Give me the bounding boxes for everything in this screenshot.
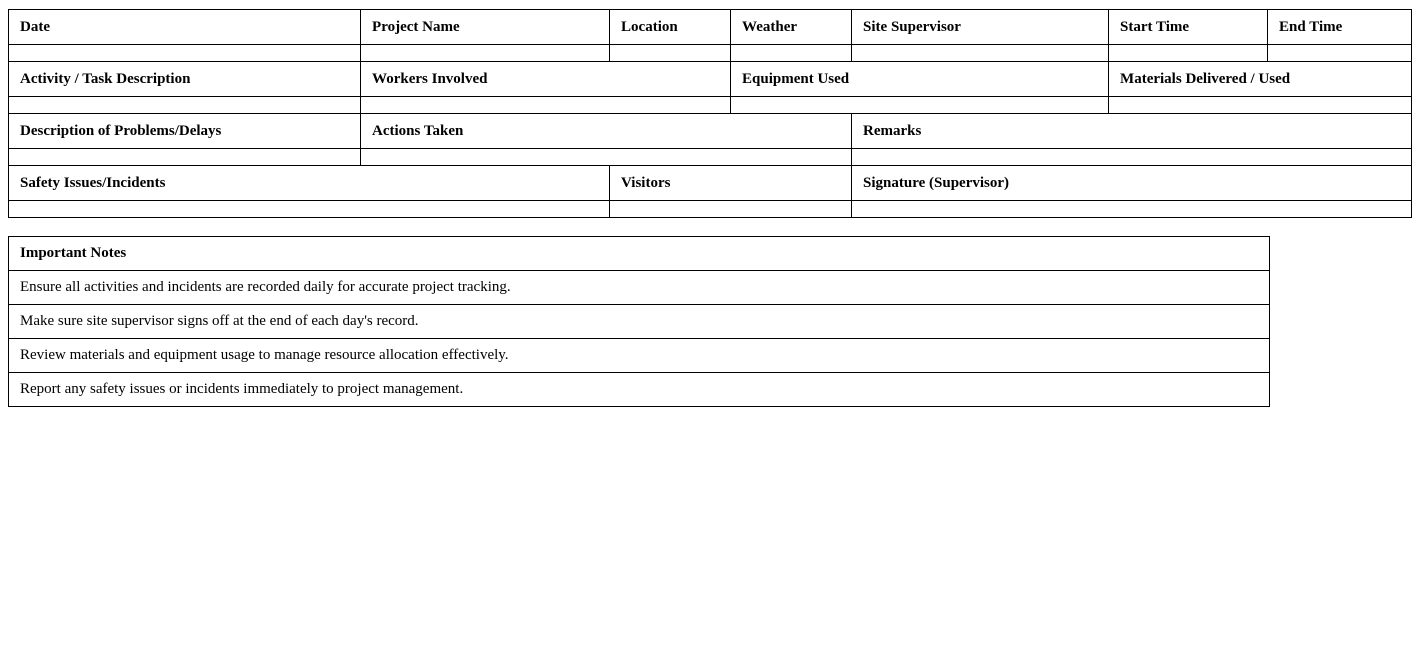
log-row-2-entries: [9, 97, 1412, 114]
note-row: [9, 339, 1270, 373]
field-input-date[interactable]: [9, 45, 361, 62]
field-input-remarks[interactable]: [852, 149, 1412, 166]
field-input-end-time[interactable]: [1268, 45, 1412, 62]
note-row: [9, 373, 1270, 407]
notes-heading: Important Notes: [9, 237, 1270, 271]
field-input-location[interactable]: [610, 45, 731, 62]
field-input-activity-task-description[interactable]: [9, 97, 361, 114]
field-input-site-supervisor[interactable]: [852, 45, 1109, 62]
field-label-site-supervisor: Site Supervisor: [852, 10, 1109, 45]
field-label-weather: Weather: [731, 10, 852, 45]
field-input-equipment-used[interactable]: [731, 97, 1109, 114]
field-label-actions-taken: Actions Taken: [361, 114, 852, 149]
log-row-1-entries: [9, 45, 1412, 62]
field-input-materials-delivered-used[interactable]: [1109, 97, 1412, 114]
field-label-start-time: Start Time: [1109, 10, 1268, 45]
field-label-workers-involved: Workers Involved: [361, 62, 731, 97]
field-input-description-of-problems-delays[interactable]: [9, 149, 361, 166]
log-row-4-entries: [9, 201, 1412, 218]
field-label-remarks: Remarks: [852, 114, 1412, 149]
important-notes-table: [8, 236, 1270, 407]
log-row-4-labels: [9, 166, 1412, 201]
note-row: [9, 305, 1270, 339]
notes-heading-row: [9, 237, 1270, 271]
field-input-safety-issues-incidents[interactable]: [9, 201, 610, 218]
field-label-description-of-problems-delays: Description of Problems/Delays: [9, 114, 361, 149]
log-row-3-labels: [9, 114, 1412, 149]
field-label-visitors: Visitors: [610, 166, 852, 201]
field-input-project-name[interactable]: [361, 45, 610, 62]
log-row-3-entries: [9, 149, 1412, 166]
log-row-1-labels: [9, 10, 1412, 45]
note-row: [9, 271, 1270, 305]
note-item: Make sure site supervisor signs off at the end of each day's record.: [9, 305, 1270, 339]
field-input-signature-supervisor[interactable]: [852, 201, 1412, 218]
field-input-visitors[interactable]: [610, 201, 852, 218]
daily-log-table: [8, 9, 1412, 218]
field-label-equipment-used: Equipment Used: [731, 62, 1109, 97]
field-label-date: Date: [9, 10, 361, 45]
note-item: Ensure all activities and incidents are recorded daily for accurate project tracking.: [9, 271, 1270, 305]
field-label-activity-task-description: Activity / Task Description: [9, 62, 361, 97]
field-label-location: Location: [610, 10, 731, 45]
field-label-end-time: End Time: [1268, 10, 1412, 45]
field-label-project-name: Project Name: [361, 10, 610, 45]
field-label-signature-supervisor: Signature (Supervisor): [852, 166, 1412, 201]
field-label-safety-issues-incidents: Safety Issues/Incidents: [9, 166, 610, 201]
field-input-actions-taken[interactable]: [361, 149, 852, 166]
note-item: Report any safety issues or incidents immediately to project management.: [9, 373, 1270, 407]
log-row-2-labels: [9, 62, 1412, 97]
field-input-start-time[interactable]: [1109, 45, 1268, 62]
field-label-materials-delivered-used: Materials Delivered / Used: [1109, 62, 1412, 97]
note-item: Review materials and equipment usage to manage resource allocation effectively.: [9, 339, 1270, 373]
field-input-workers-involved[interactable]: [361, 97, 731, 114]
field-input-weather[interactable]: [731, 45, 852, 62]
